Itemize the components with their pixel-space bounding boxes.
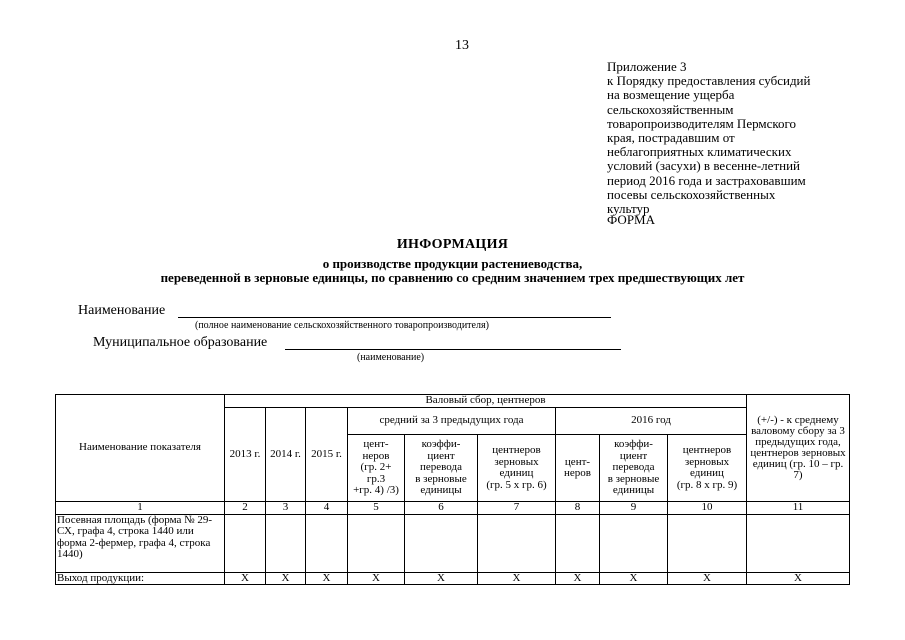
x-mark: X: [225, 572, 266, 585]
x-mark: X: [747, 572, 850, 585]
header-centners-avg: цент- неров (гр. 2+ гр.3 +гр. 4) /3): [348, 435, 405, 502]
header-year-2016: 2016 год: [556, 408, 747, 435]
appendix-line: Приложение 3: [607, 59, 687, 74]
header-grain-units-2016: центнеров зерновых единиц (гр. 8 х гр. 9): [668, 435, 747, 502]
form-label: ФОРМА: [607, 212, 655, 227]
appendix-line: культур: [607, 201, 650, 217]
table-cell[interactable]: [348, 514, 405, 572]
name-field-label: Наименование: [78, 303, 166, 318]
row-output-label: Выход продукции:: [56, 572, 225, 585]
header-coef-avg: коэффи- циент перевода в зерновые единицы: [405, 435, 478, 502]
table-cell[interactable]: [478, 514, 556, 572]
appendix-line: период 2016 года и застраховавшим: [607, 172, 806, 188]
appendix-line: посевы сельскохозяйственных: [607, 186, 776, 202]
municipality-field-label: Муниципальное образование: [93, 335, 268, 350]
document-subtitle: [0, 257, 905, 285]
table-cell[interactable]: [668, 514, 747, 572]
column-number: 4: [306, 502, 348, 515]
column-number: 2: [225, 502, 266, 515]
table-cell[interactable]: [747, 514, 850, 572]
column-number: 11: [747, 502, 850, 515]
header-average-3-years: средний за 3 предыдущих года: [348, 408, 556, 435]
row-sown-area-label: Посевная площадь (форма № 29-СХ, графа 4, строка 1440 или форма 2-фермер, графа 4, строка 1440): [56, 514, 225, 572]
column-number: 10: [668, 502, 747, 515]
name-field-line[interactable]: [178, 317, 611, 318]
column-number: 1: [56, 502, 225, 515]
table-row: [56, 572, 850, 585]
column-number: 5: [348, 502, 405, 515]
appendix-line: на возмещение ущерба: [607, 87, 735, 103]
document-title: ИНФОРМАЦИЯ: [396, 237, 509, 252]
header-difference: (+/-) - к среднему валовому сбору за 3 предыдущих года, центнеров зерновых единиц (гр. 10 – гр. 7): [747, 395, 850, 502]
subtitle-line-1: о производстве продукции растениеводства,: [322, 256, 583, 271]
header-year-2013: 2013 г.: [225, 408, 266, 502]
x-mark: X: [556, 572, 600, 585]
x-mark: X: [600, 572, 668, 585]
column-number: 7: [478, 502, 556, 515]
name-field-caption: (полное наименование сельскохозяйственного товаропроизводителя): [195, 320, 489, 331]
header-grain-units-avg: центнеров зерновых единиц (гр. 5 х гр. 6): [478, 435, 556, 502]
header-centners-2016: цент- неров: [556, 435, 600, 502]
appendix-line: края, пострадавшим от: [607, 130, 735, 146]
appendix-line: неблагоприятных климатических: [607, 144, 792, 160]
page-number: 13: [455, 38, 469, 53]
appendix-line: условий (засухи) в весенне-летний: [607, 158, 800, 174]
municipality-field-line[interactable]: [285, 349, 621, 350]
column-number: 3: [266, 502, 306, 515]
x-mark: X: [306, 572, 348, 585]
table-cell[interactable]: [600, 514, 668, 572]
table-row: [56, 514, 850, 572]
harvest-table: [55, 394, 850, 585]
x-mark: X: [348, 572, 405, 585]
table-cell[interactable]: [405, 514, 478, 572]
table-cell[interactable]: [225, 514, 266, 572]
table-cell[interactable]: [266, 514, 306, 572]
table-cell[interactable]: [556, 514, 600, 572]
column-number: 6: [405, 502, 478, 515]
table-cell[interactable]: [306, 514, 348, 572]
column-number: 9: [600, 502, 668, 515]
municipality-field-caption: (наименование): [357, 352, 425, 363]
x-mark: X: [478, 572, 556, 585]
header-year-2014: 2014 г.: [266, 408, 306, 502]
header-year-2015: 2015 г.: [306, 408, 348, 502]
x-mark: X: [405, 572, 478, 585]
header-coef-2016: коэффи- циент перевода в зерновые единицы: [600, 435, 668, 502]
appendix-note: [607, 60, 877, 216]
header-gross-harvest: Валовый сбор, центнеров: [225, 395, 747, 408]
header-indicator: Наименование показателя: [56, 395, 225, 502]
appendix-line: товаропроизводителям Пермского: [607, 115, 797, 131]
column-number: 8: [556, 502, 600, 515]
column-numbers-row: [56, 502, 850, 515]
x-mark: X: [266, 572, 306, 585]
subtitle-line-2: переведенной в зерновые единицы, по сравнению со средним значением трех предшествующих лет: [160, 270, 745, 285]
x-mark: X: [668, 572, 747, 585]
appendix-line: сельскохозяйственным: [607, 101, 734, 117]
appendix-line: к Порядку предоставления субсидий: [607, 73, 811, 89]
